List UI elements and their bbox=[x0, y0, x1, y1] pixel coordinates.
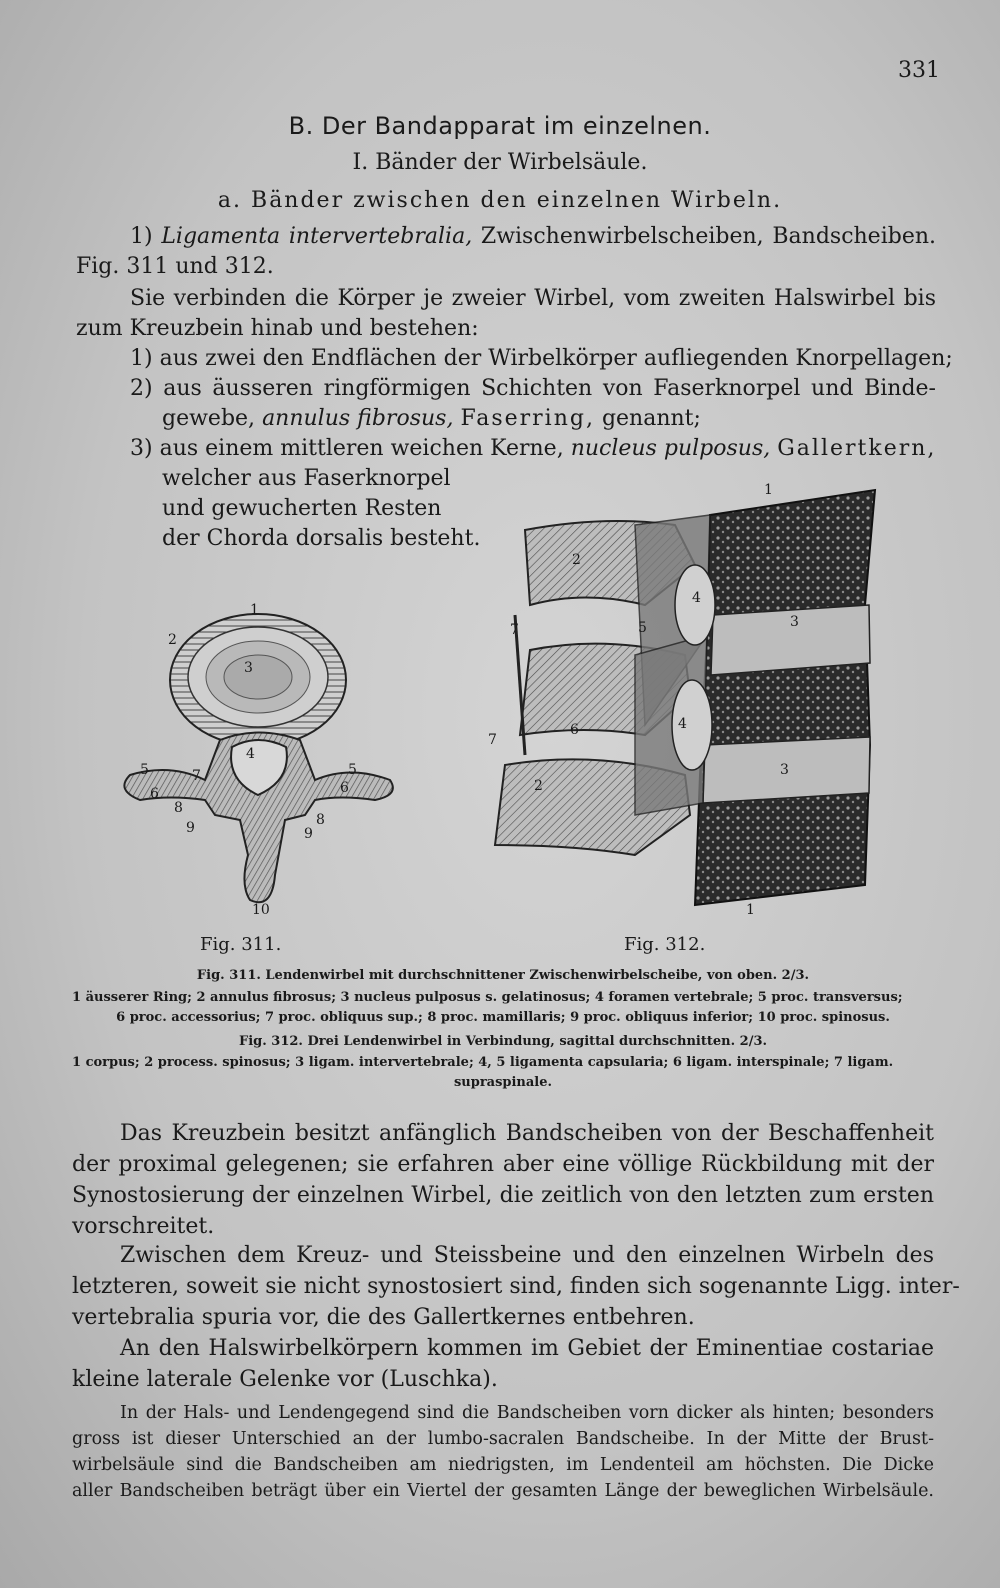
figure-number-label: 8 bbox=[174, 800, 183, 816]
figure-311-illustration bbox=[110, 605, 410, 935]
figure-number-label: 5 bbox=[140, 762, 149, 778]
figure-number-label: 2 bbox=[572, 552, 581, 568]
paragraph-line: vorschreitet. bbox=[72, 1214, 215, 1239]
list-item-continuation: und gewucherten Resten bbox=[162, 496, 442, 521]
figure-number-label: 9 bbox=[186, 820, 195, 836]
figure-number-label: 6 bbox=[340, 780, 349, 796]
figure-number-label: 4 bbox=[692, 590, 701, 606]
intro-line: zum Kreuzbein hinab und bestehen: bbox=[76, 316, 479, 341]
figure-number-label: 9 bbox=[304, 826, 313, 842]
small-print-line: aller Bandscheiben beträgt über ein Viertel der gesamten Länge der beweglichen Wirbelsäule. bbox=[72, 1481, 934, 1501]
figure-number-label: 5 bbox=[638, 620, 647, 636]
paragraph-line: vertebralia spuria vor, die des Gallertkernes entbehren. bbox=[72, 1305, 695, 1330]
page-number: 331 bbox=[898, 58, 940, 83]
figure-311-caption-title: Fig. 311. Lendenwirbel mit durchschnittener Zwischenwirbelscheibe, von oben. 2/3. bbox=[196, 968, 810, 983]
list-item: 1) aus zwei den Endflächen der Wirbelkörper aufliegenden Knorpellagen; bbox=[130, 346, 953, 371]
item-figref: Fig. 311 und 312. bbox=[76, 254, 274, 279]
intro-line: Sie verbinden die Körper je zweier Wirbel, vom zweiten Halswirbel bis bbox=[130, 286, 936, 311]
item-latin-term: Ligamenta intervertebralia, bbox=[161, 224, 473, 249]
figure-number-label: 2 bbox=[534, 778, 543, 794]
item-german-term: Zwischenwirbelscheiben, Bandscheiben. bbox=[480, 224, 936, 249]
text-run: 3) aus einem mittleren weichen Kerne, bbox=[130, 436, 564, 461]
figure-number-label: 6 bbox=[570, 722, 579, 738]
figure-312-caption-legend: supraspinale. bbox=[453, 1075, 553, 1090]
figure-311-label: Fig. 311. bbox=[200, 934, 282, 955]
small-print-line: In der Hals- und Lendengegend sind die Bandscheiben vorn dicker als hinten; besonders bbox=[120, 1403, 934, 1423]
paragraph-line: Zwischen dem Kreuz- und Steissbeine und den einzelnen Wirbeln des bbox=[120, 1243, 934, 1268]
text-run: genannt; bbox=[601, 406, 701, 431]
figure-312-label: Fig. 312. bbox=[624, 934, 706, 955]
paragraph-line: An den Halswirbelkörpern kommen im Gebiet der Eminentiae costariae bbox=[120, 1336, 934, 1361]
list-item: 2) aus äusseren ringförmigen Schichten von Faserknorpel und Binde- bbox=[130, 376, 936, 401]
figure-312-illustration bbox=[485, 485, 885, 915]
figure-number-label: 3 bbox=[780, 762, 789, 778]
list-item-continuation: der Chorda dorsalis besteht. bbox=[162, 526, 481, 551]
paragraph-line: kleine laterale Gelenke vor (Luschka). bbox=[72, 1367, 498, 1392]
list-item-continuation bbox=[162, 404, 936, 434]
german-term: Faserring, bbox=[460, 406, 595, 431]
paragraph-line: Synostosierung der einzelnen Wirbel, die zeitlich von den letzten zum ersten bbox=[72, 1183, 934, 1208]
figure-number-label: 5 bbox=[348, 762, 357, 778]
figure-number-label: 8 bbox=[316, 812, 325, 828]
figure-number-label: 4 bbox=[678, 716, 687, 732]
small-print-line: wirbelsäule sind die Bandscheiben am niedrigsten, im Lendenteil am höchsten. Die Dicke bbox=[72, 1455, 934, 1475]
list-item bbox=[130, 434, 936, 464]
figure-311-caption-legend: 6 proc. accessorius; 7 proc. obliquus sup.; 8 proc. mamillaris; 9 proc. obliquus inferior; 10 proc. spinosus. bbox=[116, 1010, 890, 1025]
figure-number-label: 3 bbox=[244, 660, 253, 676]
figure-number-label: 1 bbox=[764, 482, 773, 498]
subsubsection-heading: a. Bänder zwischen den einzelnen Wirbeln. bbox=[217, 188, 783, 213]
figure-number-label: 2 bbox=[168, 632, 177, 648]
figure-number-label: 1 bbox=[746, 902, 755, 918]
section-heading: B. Der Bandapparat im einzelnen. bbox=[288, 112, 712, 140]
figure-number-label: 1 bbox=[250, 602, 259, 618]
paragraph-line: letzteren, soweit sie nicht synostosiert sind, finden sich sogenannte Ligg. inter- bbox=[72, 1274, 960, 1299]
figure-number-label: 7 bbox=[510, 622, 519, 638]
text-run: gewebe, bbox=[162, 406, 256, 431]
item-heading bbox=[130, 222, 936, 252]
latin-term: annulus fibrosus, bbox=[262, 406, 454, 431]
subsection-heading: I. Bänder der Wirbelsäule. bbox=[352, 150, 648, 175]
latin-term: nucleus pulposus, bbox=[570, 436, 771, 461]
figure-number-label: 4 bbox=[246, 746, 255, 762]
figure-311-caption-legend: 1 äusserer Ring; 2 annulus fibrosus; 3 nucleus pulposus s. gelatinosus; 4 foramen vertebrale; 5 proc. transversus; bbox=[72, 990, 903, 1005]
figure-number-label: 7 bbox=[488, 732, 497, 748]
figure-312-caption-legend: 1 corpus; 2 process. spinosus; 3 ligam. intervertebrale; 4, 5 ligamenta capsularia; 6 ligam. interspinale; 7 ligam. bbox=[72, 1055, 894, 1070]
list-item-continuation: welcher aus Faserknorpel bbox=[162, 466, 451, 491]
item-number: 1) bbox=[130, 224, 153, 249]
paragraph-line: Das Kreuzbein besitzt anfänglich Bandscheiben von der Beschaffenheit bbox=[120, 1121, 934, 1146]
figure-number-label: 6 bbox=[150, 786, 159, 802]
paragraph-line: der proximal gelegenen; sie erfahren aber eine völlige Rückbildung mit der bbox=[72, 1152, 934, 1177]
figure-312-caption-title: Fig. 312. Drei Lendenwirbel in Verbindung, sagittal durchschnitten. 2/3. bbox=[238, 1034, 768, 1049]
german-term: Gallertkern, bbox=[777, 436, 937, 461]
figure-number-label: 7 bbox=[192, 768, 201, 784]
small-print-line: gross ist dieser Unterschied an der lumbo-sacralen Bandscheibe. In der Mitte der Brust- bbox=[72, 1429, 934, 1449]
figure-number-label: 3 bbox=[790, 614, 799, 630]
figure-number-label: 10 bbox=[252, 902, 270, 918]
